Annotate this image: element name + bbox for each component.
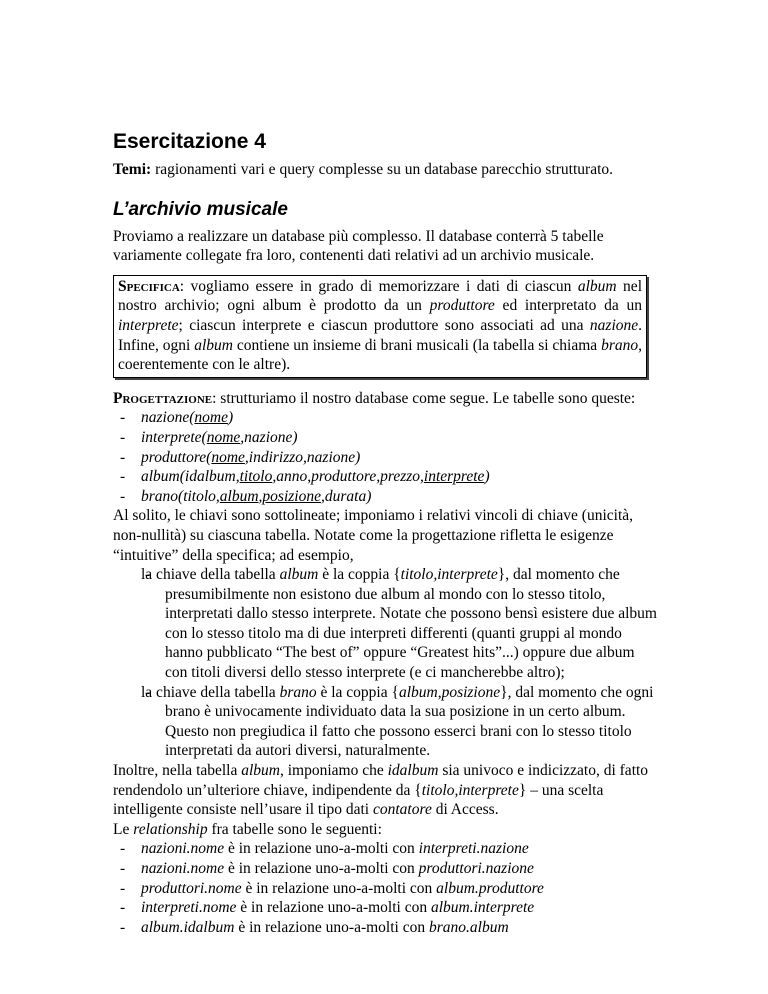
para-text: fra tabelle sono le seguenti: bbox=[207, 820, 382, 838]
table-schema bbox=[141, 429, 298, 446]
rel-left: nazioni.nome bbox=[141, 860, 225, 877]
examples-list bbox=[113, 565, 658, 761]
page-title: Esercitazione 4 bbox=[113, 130, 266, 153]
example-text: }, dal momento che presumibilmente non esistono due album al mondo con lo stesso titolo, interpretati dallo stesso interprete. Notate che possono bensì esistere due album con lo stesso titolo ma di due interpreti differenti (quanti gruppi al mondo hanno pubblicato “The best of” oppure “Greatest hits”...) oppure due album con titoli diversi dello stesso interprete (e ci mancherebbe altro); bbox=[165, 566, 657, 682]
specifica-text: : vogliamo essere in grado di memorizzare i dati di ciascun bbox=[179, 277, 578, 295]
term-type: contatore bbox=[373, 801, 432, 819]
rel-text: è in relazione uno-a-molti con bbox=[241, 879, 437, 897]
term-album: album bbox=[194, 336, 233, 354]
rel-left: interpreti.nome bbox=[141, 899, 237, 917]
progettazione-line bbox=[113, 389, 658, 409]
term-nazione: nazione bbox=[589, 316, 639, 334]
term-interprete: interprete bbox=[118, 316, 179, 334]
relationships-list bbox=[113, 839, 658, 937]
example-text: è la coppia { bbox=[316, 683, 399, 701]
table-schema bbox=[141, 449, 360, 466]
rel-left: produttori.nome bbox=[141, 879, 242, 897]
example-text: la chiave della tabella bbox=[141, 683, 280, 701]
rel-right: interpreti.nazione bbox=[418, 840, 529, 858]
rel-left: nazioni.nome bbox=[141, 840, 225, 858]
schema-text: , bbox=[258, 487, 263, 505]
rel-right: album.produttore bbox=[436, 879, 544, 897]
term-brano: brano bbox=[601, 336, 639, 354]
para-text: , imponiamo che bbox=[280, 762, 388, 780]
para-text: } – una scelta intelligente consiste nell’usare il tipo dati bbox=[113, 781, 604, 819]
schema-text: ,indirizzo,nazione) bbox=[244, 448, 361, 466]
rel-text: è in relazione uno-a-molti con bbox=[224, 840, 419, 858]
progettazione-label: Progettazione bbox=[113, 389, 213, 407]
key-field: album bbox=[219, 487, 259, 505]
specifica-text: contiene un insieme di brani musicali (la tabella si chiama bbox=[232, 336, 602, 354]
list-item bbox=[113, 879, 658, 899]
temi-label: Temi: bbox=[113, 161, 152, 178]
schema-text: interprete( bbox=[141, 428, 207, 446]
key-field: interprete bbox=[423, 468, 485, 486]
schema-text: ,durata) bbox=[320, 487, 372, 505]
specifica-text: , coerentemente con le altre). bbox=[118, 336, 642, 374]
intro-paragraph: Proviamo a realizzare un database più complesso. Il database conterrà 5 tabelle variamente collegate fra loro, contenenti dati relativi ad un archivio musicale. bbox=[113, 227, 604, 265]
specifica-box bbox=[113, 275, 647, 378]
temi-line bbox=[113, 160, 658, 180]
term-key: album,posizione bbox=[398, 683, 501, 701]
list-item bbox=[113, 898, 658, 918]
keys-paragraph: Al solito, le chiavi sono sottolineate; imponiamo i relativi vincoli di chiave (unicità, non-nullità) su ciascuna tabella. Notate come la progettazione rifletta le esigenze “intuitive” della specifica; ad esempio, bbox=[113, 507, 633, 564]
list-item bbox=[113, 565, 658, 683]
example-text: }, dal momento che ogni brano è univocamente individuato data la sua posizione in un certo album. Questo non pregiudica il fatto che possono esserci brani con lo stesso titolo interpretati da autori diversi, naturalmente. bbox=[165, 683, 654, 760]
term-table: album bbox=[279, 566, 319, 584]
term-produttore: produttore bbox=[429, 297, 495, 315]
tables-list bbox=[113, 408, 658, 506]
term-key: titolo,interprete bbox=[421, 781, 519, 799]
list-item bbox=[113, 683, 658, 761]
list-item bbox=[113, 839, 658, 859]
temi-text: ragionamenti vari e query complesse su un database parecchio strutturato. bbox=[151, 161, 614, 178]
list-item bbox=[113, 859, 658, 879]
schema-text: ) bbox=[484, 468, 490, 486]
list-item bbox=[113, 918, 658, 938]
term-album: album bbox=[577, 277, 617, 295]
term-field: idalbum bbox=[387, 762, 439, 780]
key-field: nome bbox=[206, 428, 241, 446]
schema-text: brano(titolo, bbox=[141, 487, 220, 505]
idalbum-paragraph bbox=[113, 761, 658, 820]
key-field: posizione bbox=[262, 487, 321, 505]
schema-text: ) bbox=[227, 409, 234, 427]
para-text: Le bbox=[113, 820, 134, 838]
list-item bbox=[113, 408, 658, 428]
specifica-text: nel nostro archivio; ogni album è prodotto da un bbox=[118, 277, 642, 315]
rel-text: è in relazione uno-a-molti con bbox=[224, 860, 419, 877]
section-title: L’archivio musicale bbox=[113, 198, 288, 220]
table-schema bbox=[141, 468, 490, 485]
schema-text: album(idalbum, bbox=[141, 468, 240, 486]
relationship-intro bbox=[113, 820, 658, 840]
list-item bbox=[113, 467, 658, 487]
specifica-text: . Infine, ogni bbox=[118, 316, 642, 354]
key-field: titolo bbox=[239, 468, 273, 486]
rel-left: album.idalbum bbox=[141, 918, 235, 936]
schema-text: nazione( bbox=[141, 409, 195, 427]
list-item bbox=[113, 448, 658, 468]
para-text: sia univoco e indicizzato, di fatto rendendolo un’ulteriore chiave, indipendente da { bbox=[113, 762, 649, 799]
term-relationship: relationship bbox=[133, 820, 208, 838]
list-item bbox=[113, 487, 658, 507]
progettazione-text: : strutturiamo il nostro database come segue. Le tabelle sono queste: bbox=[212, 389, 636, 407]
para-text: di Access. bbox=[431, 801, 499, 819]
list-item bbox=[113, 428, 658, 448]
specifica-text: ed interpretato da un bbox=[494, 297, 642, 315]
para-text: Inoltre, nella tabella bbox=[113, 762, 242, 780]
schema-text: ,nazione) bbox=[240, 428, 298, 446]
key-field: nome bbox=[211, 448, 245, 466]
key-field: nome bbox=[194, 409, 228, 427]
document-content bbox=[113, 130, 658, 937]
specifica-label: Specifica bbox=[118, 277, 180, 295]
rel-right: album.interprete bbox=[430, 899, 535, 917]
term-table: brano bbox=[279, 683, 317, 701]
term-table: album bbox=[241, 762, 280, 780]
schema-text: ,anno,produttore,prezzo, bbox=[272, 468, 424, 486]
example-text: è la coppia { bbox=[318, 566, 401, 584]
rel-text: è in relazione uno-a-molti con bbox=[236, 899, 431, 917]
table-schema bbox=[141, 488, 371, 505]
rel-right: brano.album bbox=[428, 918, 509, 936]
table-schema bbox=[141, 409, 233, 426]
rel-text: è in relazione uno-a-molti con bbox=[234, 918, 429, 936]
rel-right: produttori.nazione bbox=[418, 860, 534, 877]
schema-text: produttore( bbox=[141, 448, 212, 466]
example-text: la chiave della tabella bbox=[141, 566, 280, 584]
specifica-text: ; ciascun interprete e ciascun produttore sono associati ad una bbox=[178, 316, 590, 334]
term-key: titolo,interprete bbox=[400, 566, 498, 584]
